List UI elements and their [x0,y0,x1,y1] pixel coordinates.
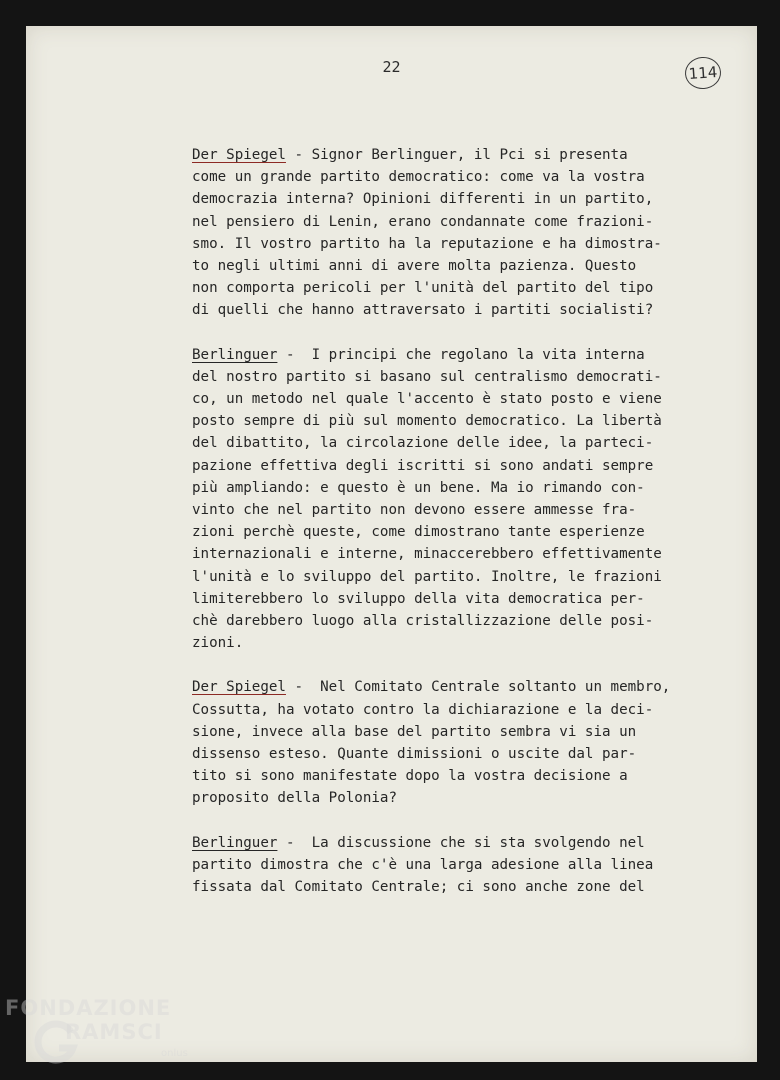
speaker-label: Der Spiegel [192,147,286,163]
fondazione-gramsci-watermark [5,996,205,1076]
interview-text [192,144,712,898]
text-line: - Nel Comitato Centrale soltanto un membro, [285,679,671,696]
text-line: - La discussione che si sta svolgendo nel [277,834,645,851]
text-line: posto sempre di più sul momento democratico. La libertà [192,413,662,430]
paragraph-question-2 [192,676,712,809]
text-line: vinto che nel partito non devono essere ammesse fra- [192,502,637,519]
text-line: l'unità e lo sviluppo del partito. Inoltre, le frazioni [192,568,662,585]
text-line: zioni. [192,635,244,652]
text-line: partito dimostra che c'è una larga adesione alla linea [192,856,654,873]
text-line: di quelli che hanno attraversato i partiti socialisti? [192,302,654,319]
text-line: limiterebbero lo sviluppo della vita democratica per- [192,590,645,607]
text-line: come un grande partito democratico: come va la vostra [192,169,645,186]
archive-number-stamp: 114 [684,56,722,90]
text-line: sione, invece alla base del partito sembra vi sia un [192,723,637,740]
text-line: smo. Il vostro partito ha la reputazione e ha dimostra- [192,235,662,252]
text-line: chè darebbero luogo alla cristallizzazione delle posi- [192,613,654,630]
paragraph-answer-2 [192,832,712,899]
text-line: del nostro partito si basano sul centralismo democrati- [192,368,662,385]
speaker-label: Berlinguer [192,346,278,363]
watermark-onlus: onlus [161,1048,188,1059]
watermark-title: FONDAZIONE [5,996,172,1020]
text-line: pazione effettiva degli iscritti si sono andati sempre [192,457,654,474]
text-line: zioni perchè queste, come dimostrano tante esperienze [192,524,645,541]
text-line: Cossutta, ha votato contro la dichiarazione e la deci- [192,701,654,718]
text-line: del dibattito, la circolazione delle idee, la parteci- [192,435,654,452]
text-line: - Signor Berlinguer, il Pci si presenta [285,147,628,163]
watermark-subtitle: RAMSCI [65,1020,163,1044]
paragraph-answer-1 [192,344,712,655]
speaker-label: Der Spiegel [192,679,286,696]
text-line: internazionali e interne, minaccerebbero effettivamente [192,546,662,563]
text-line: non comporta pericoli per l'unità del partito del tipo [192,280,654,297]
speaker-label: Berlinguer [192,834,278,851]
text-line: - I principi che regolano la vita interna [277,346,645,363]
paragraph-question-1 [192,144,712,322]
text-line: fissata dal Comitato Centrale; ci sono anche zone del [192,879,645,896]
text-line: tito si sono manifestate dopo la vostra decisione a [192,768,628,785]
text-line: to negli ultimi anni di avere molta pazienza. Questo [192,258,637,275]
text-line: co, un metodo nel quale l'accento è stato posto e viene [192,391,662,408]
text-line: proposito della Polonia? [192,790,397,807]
page-number: 22 [382,58,401,76]
text-line: dissenso esteso. Quante dimissioni o uscite dal par- [192,746,637,763]
text-line: più ampliando: e questo è un bene. Ma io rimando con- [192,479,645,496]
text-line: democrazia interna? Opinioni differenti in un partito, [192,191,654,208]
text-line: nel pensiero di Lenin, erano condannate come frazioni- [192,213,654,230]
